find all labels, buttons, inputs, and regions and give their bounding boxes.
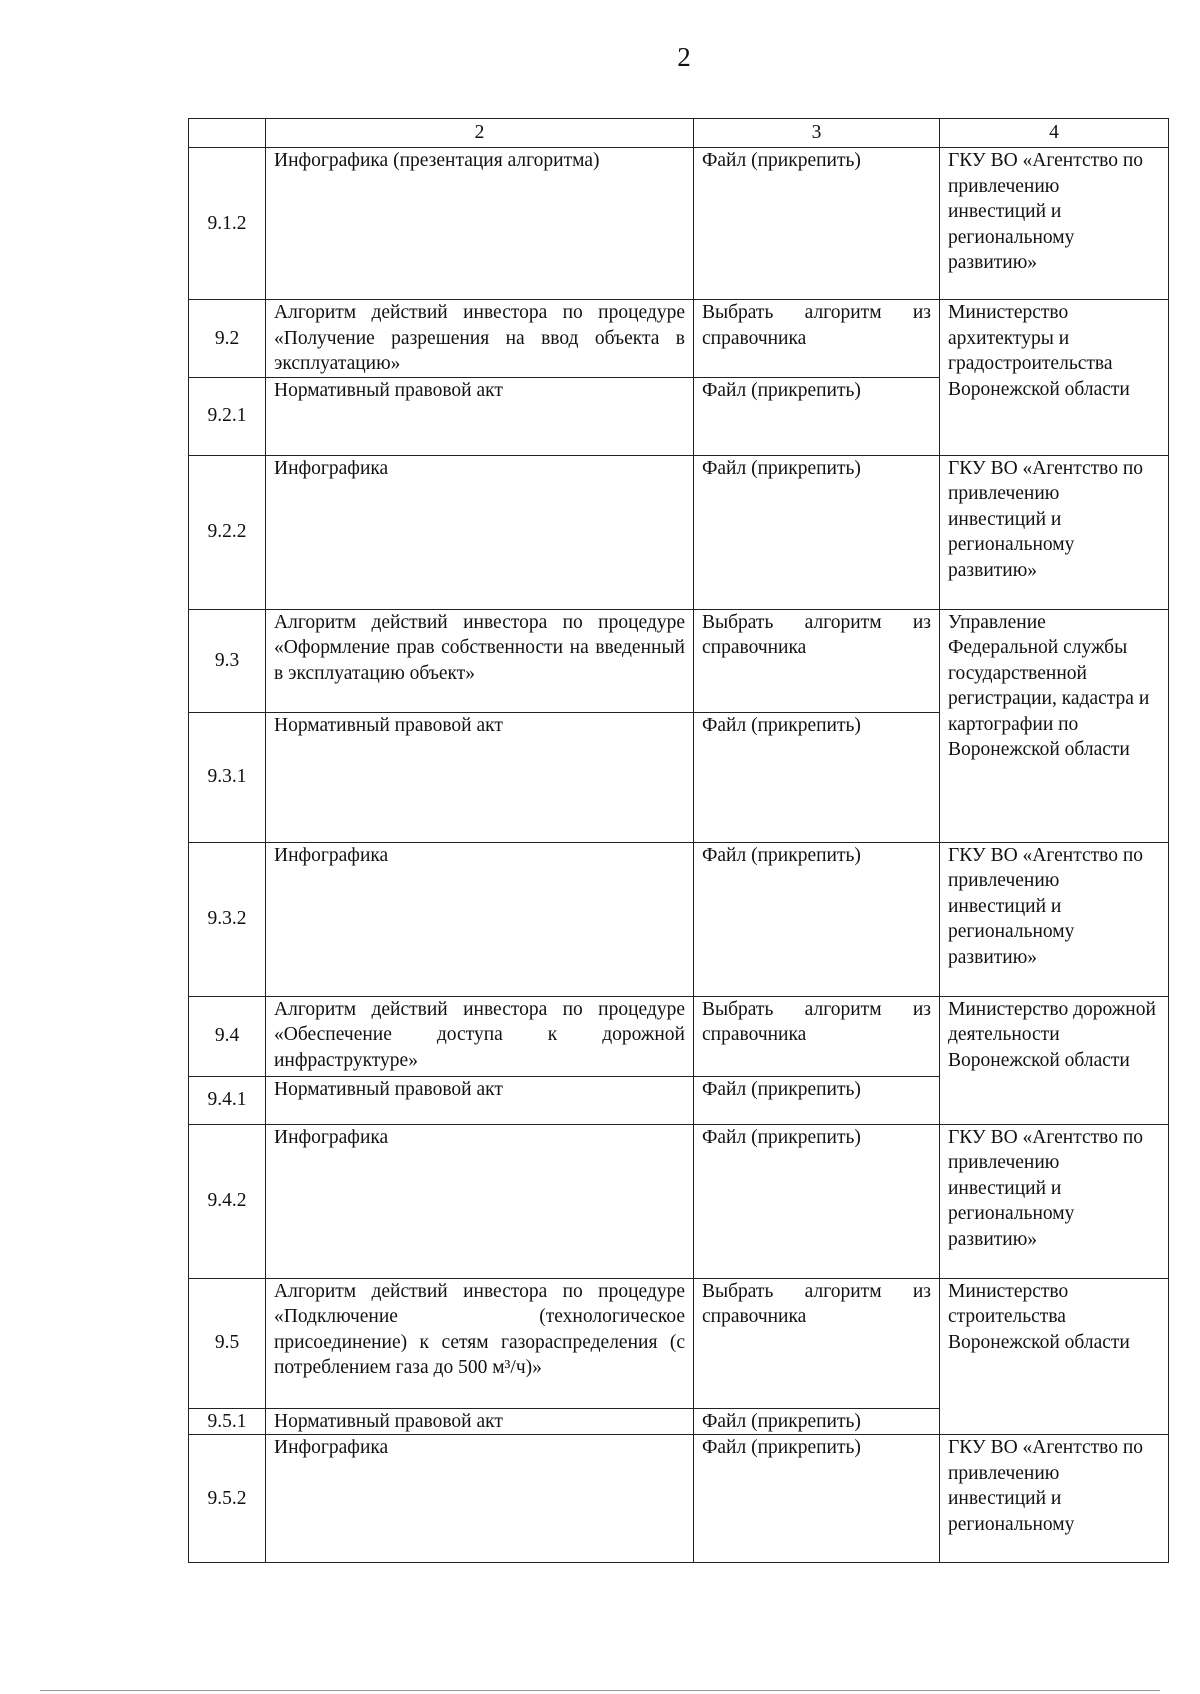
row-description: Инфографика (презентация алгоритма): [266, 148, 694, 300]
row-description: Алгоритм действий инвестора по процедуре «Оформление прав собственности на введенный в эксплуатацию объект»: [266, 609, 694, 712]
row-description: Инфографика: [266, 1124, 694, 1278]
row-description: Алгоритм действий инвестора по процедуре «Подключение (технологическое присоединение) к сетям газораспределения (с потреблением газа до 500 м³/ч)»: [266, 1278, 694, 1408]
row-description: Алгоритм действий инвестора по процедуре «Получение разрешения на ввод объекта в эксплуатацию»: [266, 300, 694, 378]
row-description: Нормативный правовой акт: [266, 1408, 694, 1435]
row-action: Файл (прикрепить): [694, 1435, 940, 1563]
row-number: 9.4: [189, 996, 266, 1076]
row-action: Выбрать алгоритм из справочника: [694, 300, 940, 378]
header-cell-1: [189, 119, 266, 148]
header-cell-2: 2: [266, 119, 694, 148]
table-row: [189, 842, 1169, 996]
header-cell-4: 4: [940, 119, 1169, 148]
page-number: 2: [677, 42, 691, 72]
table-header-row: [189, 119, 1169, 148]
row-number: 9.2.2: [189, 455, 266, 609]
responsible-body: ГКУ ВО «Агентство по привлечению инвестиций и региональному: [940, 1435, 1169, 1563]
row-number: 9.5.1: [189, 1408, 266, 1435]
table-row: [189, 148, 1169, 300]
responsible-body: ГКУ ВО «Агентство по привлечению инвестиций и региональному развитию»: [940, 148, 1169, 300]
table-row: [189, 455, 1169, 609]
page-bottom-edge: [40, 1690, 1160, 1691]
table-row: [189, 1278, 1169, 1408]
row-action: Файл (прикрепить): [694, 377, 940, 455]
responsible-body: Министерство дорожной деятельности Воронежской области: [940, 996, 1169, 1124]
responsible-body: Управление Федеральной службы государственной регистрации, кадастра и картографии по Воронежской области: [940, 609, 1169, 842]
row-action: Файл (прикрепить): [694, 842, 940, 996]
row-number: 9.5.2: [189, 1435, 266, 1563]
table-row: [189, 300, 1169, 378]
row-description: Алгоритм действий инвестора по процедуре «Обеспечение доступа к дорожной инфраструктуре»: [266, 996, 694, 1076]
row-number: 9.2: [189, 300, 266, 378]
row-number: 9.1.2: [189, 148, 266, 300]
table-row: [189, 609, 1169, 712]
row-action: Выбрать алгоритм из справочника: [694, 609, 940, 712]
row-number: 9.5: [189, 1278, 266, 1408]
row-action: Файл (прикрепить): [694, 148, 940, 300]
row-action: Файл (прикрепить): [694, 1408, 940, 1435]
row-number: 9.3: [189, 609, 266, 712]
responsible-body: ГКУ ВО «Агентство по привлечению инвестиций и региональному развитию»: [940, 1124, 1169, 1278]
row-action: Выбрать алгоритм из справочника: [694, 1278, 940, 1408]
row-description: Инфографика: [266, 842, 694, 996]
row-description: Нормативный правовой акт: [266, 377, 694, 455]
procedures-table: [188, 118, 1169, 1563]
row-description: Инфографика: [266, 455, 694, 609]
row-number: 9.3.2: [189, 842, 266, 996]
row-number: 9.4.2: [189, 1124, 266, 1278]
table-row: [189, 996, 1169, 1076]
row-action: Файл (прикрепить): [694, 455, 940, 609]
row-description: Нормативный правовой акт: [266, 1076, 694, 1124]
row-action: Выбрать алгоритм из справочника: [694, 996, 940, 1076]
row-action: Файл (прикрепить): [694, 1124, 940, 1278]
row-description: Нормативный правовой акт: [266, 712, 694, 842]
row-action: Файл (прикрепить): [694, 1076, 940, 1124]
row-number: 9.2.1: [189, 377, 266, 455]
table-row: [189, 1124, 1169, 1278]
row-description: Инфографика: [266, 1435, 694, 1563]
responsible-body: Министерство архитектуры и градостроительства Воронежской области: [940, 300, 1169, 456]
header-cell-3: 3: [694, 119, 940, 148]
row-number: 9.3.1: [189, 712, 266, 842]
row-number: 9.4.1: [189, 1076, 266, 1124]
row-action: Файл (прикрепить): [694, 712, 940, 842]
responsible-body: Министерство строительства Воронежской области: [940, 1278, 1169, 1435]
table-row: [189, 1435, 1169, 1563]
responsible-body: ГКУ ВО «Агентство по привлечению инвестиций и региональному развитию»: [940, 842, 1169, 996]
responsible-body: ГКУ ВО «Агентство по привлечению инвестиций и региональному развитию»: [940, 455, 1169, 609]
